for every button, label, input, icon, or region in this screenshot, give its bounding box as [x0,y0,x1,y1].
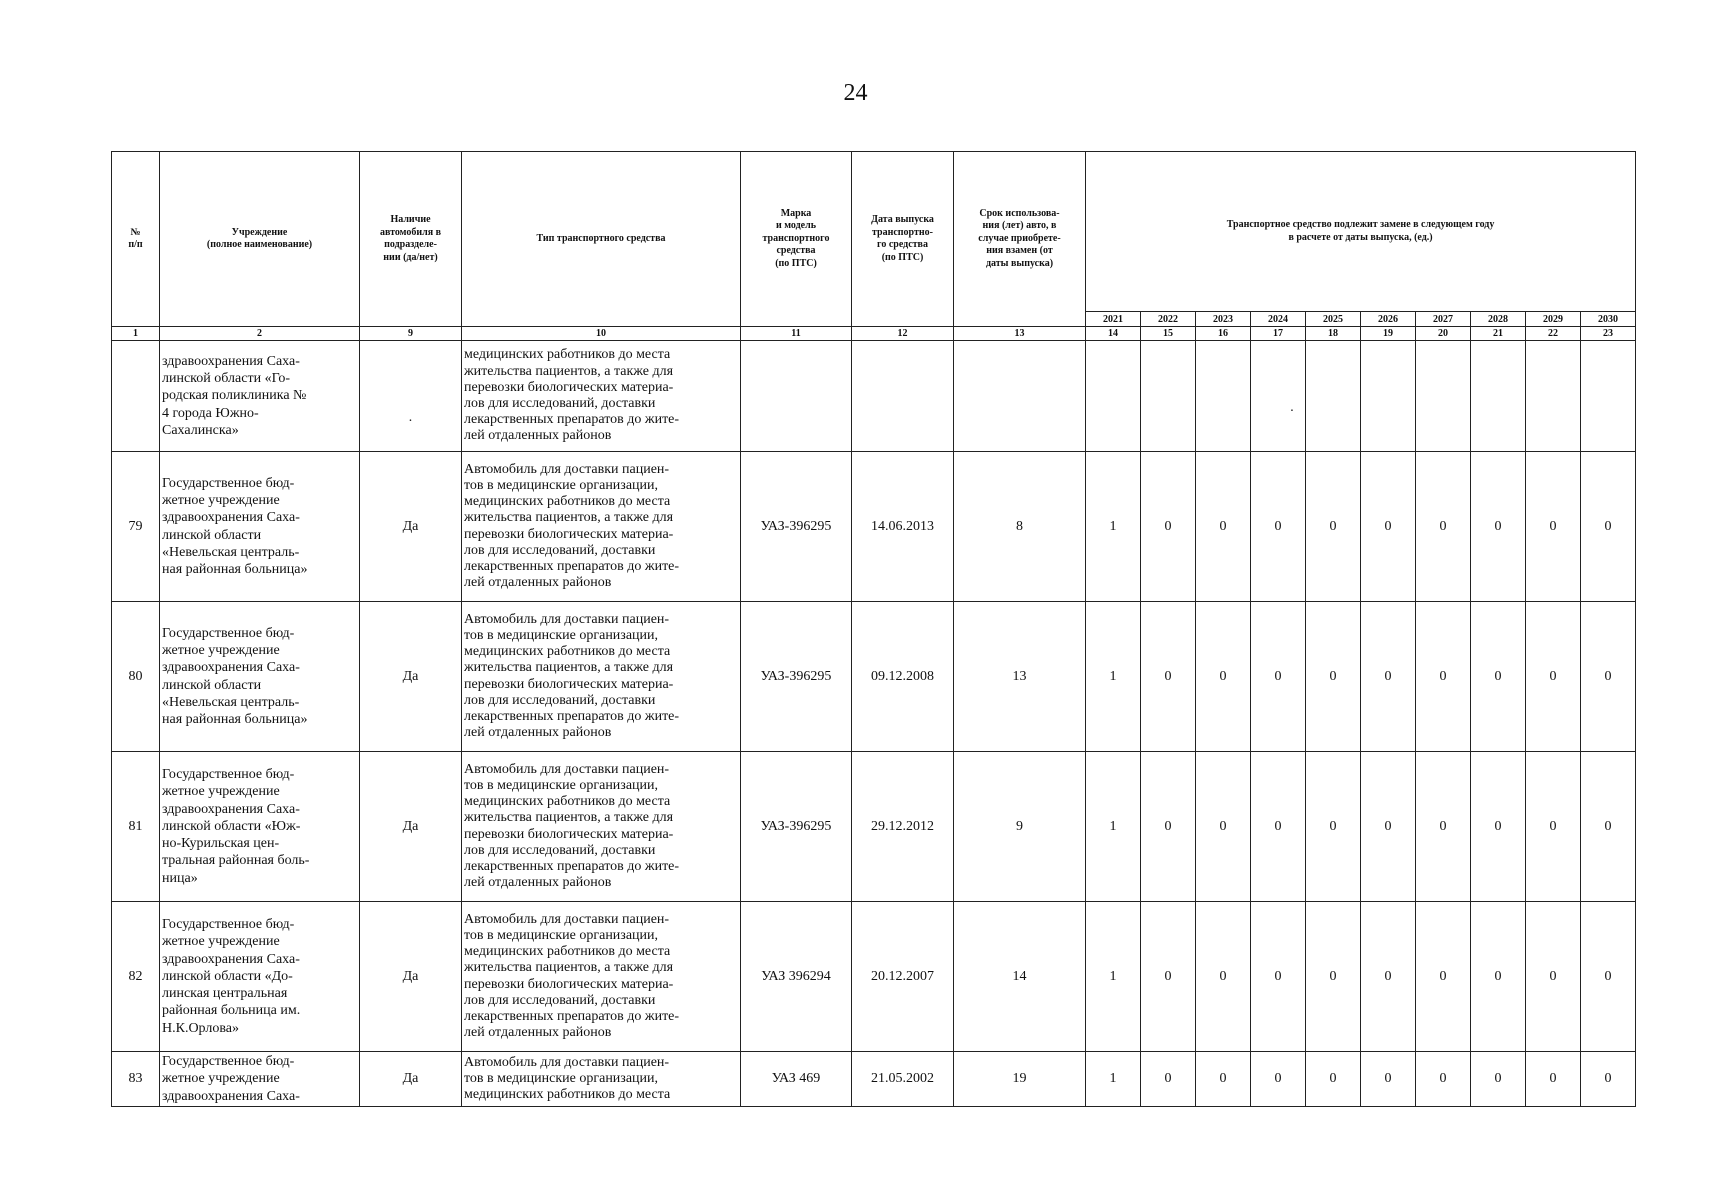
vehicle-type-text: Автомобиль для доставки пациен- тов в медицинские организации, медицинских работников до места жительства пациентов, а также для перевозки биологических материа- лов для исследований, доставки лекарственных препаратов до жите- лей отдаленных районов [464,461,680,591]
column-number-cell: 1 [112,327,160,341]
row-year-cell: 0 [1471,602,1526,752]
row-vehicle-type-cell [462,1052,741,1107]
row-year-cell: 0 [1526,902,1581,1052]
row-year-cell [1251,341,1306,452]
row-availability-cell: Да [360,902,462,1052]
row-year-cell [1196,341,1251,452]
row-year-cell: 0 [1306,602,1361,752]
row-availability-cell: Да [360,1052,462,1107]
vehicle-register-table [111,151,1636,1107]
row-year-cell: 1 [1086,452,1141,602]
institution-name: Государственное бюд- жетное учреждение здравоохранения Саха- линской области «Невельская централь- ная районная больница» [162,625,308,728]
row-vehicle-type-cell [462,902,741,1052]
header-replacement: Транспортное средство подлежит замене в следующем году в расчете от даты выпуска, (ед.) [1086,152,1636,312]
table-row [112,452,1636,602]
column-number-cell: 22 [1526,327,1581,341]
row-institution-cell: здравоохранения Саха- линской области «Го- родская поликлиника № 4 города Южно- Сахалинска» [160,341,360,452]
row-model-cell: УАЗ-396295 [741,752,852,902]
row-service-life-cell: 9 [954,752,1086,902]
row-year-cell: 0 [1526,602,1581,752]
row-availability-cell: Да [360,752,462,902]
year-header-2023: 2023 [1196,312,1251,327]
row-year-cell: 0 [1471,902,1526,1052]
row-year-cell [1141,341,1196,452]
column-number-cell: 10 [462,327,741,341]
institution-name: Государственное бюд- жетное учреждение здравоохранения Саха- линской области «Юж- но-Курильская цен- тральная районная боль- ница» [162,766,310,886]
year-header-2028: 2028 [1471,312,1526,327]
row-year-cell: 0 [1141,1052,1196,1107]
row-year-cell: 0 [1526,452,1581,602]
row-year-cell: 1 [1086,602,1141,752]
column-number-cell: 20 [1416,327,1471,341]
row-year-cell: 0 [1196,602,1251,752]
row-year-cell [1581,341,1636,452]
row-year-cell: 0 [1471,752,1526,902]
row-year-cell: 0 [1416,452,1471,602]
vehicle-type-text: Автомобиль для доставки пациен- тов в медицинские организации, медицинских работников до места жительства пациентов, а также для перевозки биологических материа- лов для исследований, доставки лекарственных препаратов до жите- лей отдаленных районов [464,611,680,741]
row-year-cell: 0 [1306,902,1361,1052]
row-release-date-cell: 14.06.2013 [852,452,954,602]
row-release-date-cell: 29.12.2012 [852,752,954,902]
row-year-cell: 0 [1361,752,1416,902]
year-header-2027: 2027 [1416,312,1471,327]
row-year-cell: 0 [1141,452,1196,602]
row-year-cell: 0 [1416,1052,1471,1107]
row-model-cell: УАЗ-396295 [741,452,852,602]
header-model: Марка и модель транспортного средства (по ПТС) [741,152,852,327]
header-institution: Учреждение (полное наименование) [160,152,360,327]
row-year-cell [1526,341,1581,452]
row-vehicle-type-cell [462,452,741,602]
row-year-cell: 0 [1361,452,1416,602]
institution-name: Государственное бюд- жетное учреждение здравоохранения Саха- [162,1054,300,1104]
row-year-cell: 0 [1141,752,1196,902]
table-header [112,152,1636,341]
row-service-life-cell: 8 [954,452,1086,602]
table-row [112,752,1636,902]
row-year-cell: 0 [1361,602,1416,752]
row-model-cell [741,341,852,452]
column-number-cell: 2 [160,327,360,341]
year-header-2021: 2021 [1086,312,1141,327]
row-model-cell: УАЗ-396295 [741,602,852,752]
row-year-cell: 0 [1196,902,1251,1052]
row-year-cell: 1 [1086,902,1141,1052]
row-year-cell: 0 [1251,1052,1306,1107]
row-institution-cell [160,602,360,752]
row-year-cell: 0 [1416,902,1471,1052]
row-year-cell: 0 [1526,752,1581,902]
row-vehicle-type-cell [462,602,741,752]
column-number-cell: 23 [1581,327,1636,341]
row-release-date-cell: 09.12.2008 [852,602,954,752]
row-num-cell [112,341,160,452]
row-service-life-cell: 13 [954,602,1086,752]
year-header-2022: 2022 [1141,312,1196,327]
row-availability-cell: Да [360,602,462,752]
column-number-cell: 14 [1086,327,1141,341]
table-row [112,902,1636,1052]
row-year-cell: 0 [1251,452,1306,602]
row-year-cell [1306,341,1361,452]
year-header-2024: 2024 [1251,312,1306,327]
row-year-cell: 0 [1251,902,1306,1052]
table-row [112,602,1636,752]
column-number-cell: 15 [1141,327,1196,341]
row-year-cell [1471,341,1526,452]
vehicle-type-text: Автомобиль для доставки пациен- тов в медицинские организации, медицинских работников до места [464,1054,671,1103]
row-year-cell: 0 [1526,1052,1581,1107]
row-year-cell: 0 [1581,452,1636,602]
row-year-cell: 0 [1361,1052,1416,1107]
column-number-cell: 19 [1361,327,1416,341]
stray-mark: · [408,414,413,429]
row-year-cell: 0 [1251,602,1306,752]
year-header-2029: 2029 [1526,312,1581,327]
row-model-cell: УАЗ 396294 [741,902,852,1052]
row-year-cell: 1 [1086,752,1141,902]
year-header-2025: 2025 [1306,312,1361,327]
row-year-cell: 0 [1141,902,1196,1052]
row-availability-cell [360,341,462,452]
vehicle-type-text: Автомобиль для доставки пациен- тов в медицинские организации, медицинских работников до места жительства пациентов, а также для перевозки биологических материа- лов для исследований, доставки лекарственных препаратов до жите- лей отдаленных районов [464,761,680,891]
row-institution-cell [160,902,360,1052]
row-release-date-cell: 21.05.2002 [852,1052,954,1107]
column-number-cell: 13 [954,327,1086,341]
column-number-cell: 21 [1471,327,1526,341]
header-availability: Наличие автомобиля в подразделе- нии (да/нет) [360,152,462,327]
row-release-date-cell [852,341,954,452]
row-year-cell: 0 [1416,602,1471,752]
row-vehicle-type-cell: медицинских работников до места жительства пациентов, а также для перевозки биологических материа- лов для исследований, доставки лекарственных препаратов до жите- лей отдаленных районов [462,341,741,452]
row-year-cell: 0 [1141,602,1196,752]
header-service-life: Срок использова- ния (лет) авто, в случае приобрете- ния взамен (от даты выпуска) [954,152,1086,327]
stray-mark: · [1289,404,1295,419]
row-release-date-cell: 20.12.2007 [852,902,954,1052]
row-institution-cell [160,452,360,602]
row-year-cell [1416,341,1471,452]
header-release-date: Дата выпуска транспортно- го средства (по ПТС) [852,152,954,327]
row-year-cell: 0 [1471,1052,1526,1107]
row-year-cell [1086,341,1141,452]
row-year-cell: 0 [1581,602,1636,752]
page-number: 24 [843,80,868,106]
table-row [112,1052,1636,1107]
row-year-cell [1361,341,1416,452]
row-num-cell: 79 [112,452,160,602]
row-service-life-cell: 14 [954,902,1086,1052]
column-number-cell: 16 [1196,327,1251,341]
header-vehicle-type: Тип транспортного средства [462,152,741,327]
row-year-cell: 0 [1196,452,1251,602]
row-institution-cell [160,1052,360,1107]
row-num-cell: 81 [112,752,160,902]
row-availability-cell: Да [360,452,462,602]
row-year-cell: 0 [1196,1052,1251,1107]
row-year-cell: 0 [1416,752,1471,902]
row-num-cell: 83 [112,1052,160,1107]
row-num-cell: 80 [112,602,160,752]
institution-name: Государственное бюд- жетное учреждение здравоохранения Саха- линской области «До- линская центральная районная больница им. Н.К.Орлова» [162,916,301,1036]
institution-name: Государственное бюд- жетное учреждение здравоохранения Саха- линской области «Невельская централь- ная районная больница» [162,475,308,578]
vehicle-type-text: Автомобиль для доставки пациен- тов в медицинские организации, медицинских работников до места жительства пациентов, а также для перевозки биологических материа- лов для исследований, доставки лекарственных препаратов до жите- лей отдаленных районов [464,911,680,1041]
year-header-2030: 2030 [1581,312,1636,327]
row-service-life-cell [954,341,1086,452]
row-year-cell: 0 [1251,752,1306,902]
column-number-cell: 9 [360,327,462,341]
row-year-cell: 0 [1581,1052,1636,1107]
table-body [112,341,1636,1107]
column-number-cell: 17 [1251,327,1306,341]
row-institution-cell [160,752,360,902]
row-service-life-cell: 19 [954,1052,1086,1107]
row-vehicle-type-cell [462,752,741,902]
column-number-cell: 18 [1306,327,1361,341]
row-model-cell: УАЗ 469 [741,1052,852,1107]
row-num-cell: 82 [112,902,160,1052]
row-year-cell: 0 [1471,452,1526,602]
row-year-cell: 0 [1361,902,1416,1052]
header-num: № п/п [112,152,160,327]
row-year-cell: 0 [1306,752,1361,902]
row-year-cell: 0 [1196,752,1251,902]
row-year-cell: 0 [1306,452,1361,602]
year-header-2026: 2026 [1361,312,1416,327]
column-number-row [112,327,1636,341]
table-row-continued [112,341,1636,452]
row-year-cell: 1 [1086,1052,1141,1107]
row-year-cell: 0 [1306,1052,1361,1107]
row-year-cell: 0 [1581,752,1636,902]
row-year-cell: 0 [1581,902,1636,1052]
column-number-cell: 12 [852,327,954,341]
column-number-cell: 11 [741,327,852,341]
